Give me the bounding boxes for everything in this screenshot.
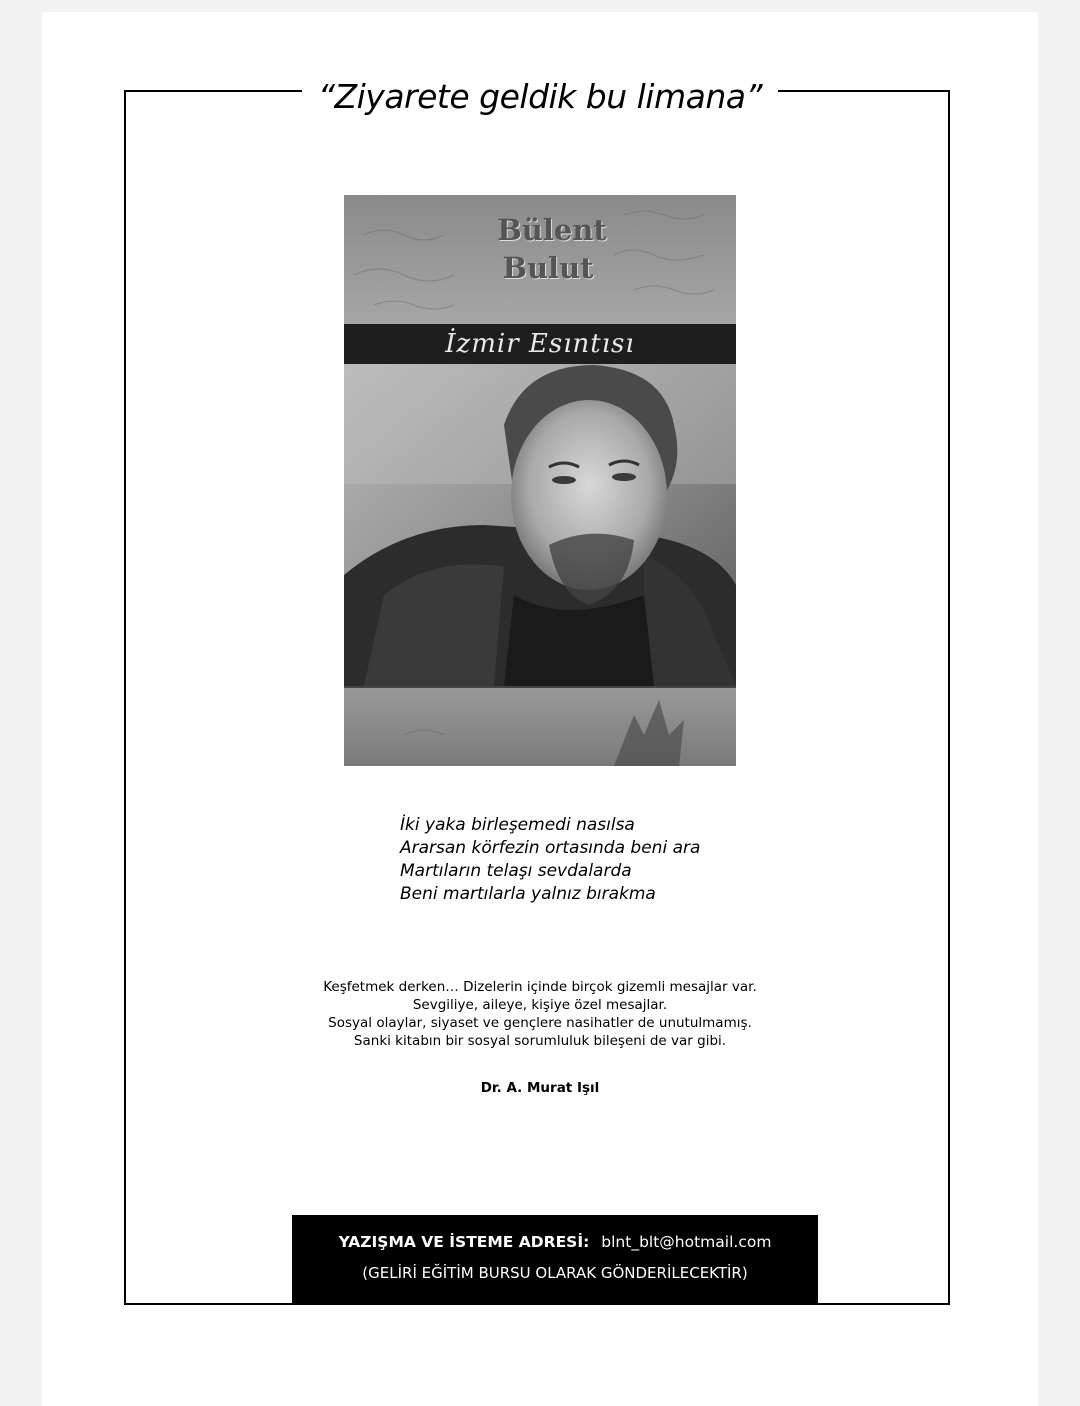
cover-book-title: İzmir Esıntısı [445, 329, 635, 359]
contact-email[interactable]: blnt_blt@hotmail.com [601, 1233, 772, 1251]
review-signature: Dr. A. Murat Işıl [480, 1080, 600, 1096]
contact-label: YAZIŞMA VE İSTEME ADRESİ: [338, 1233, 590, 1251]
cover-author-first-name: Bülent [497, 213, 607, 247]
review-line: Keşfetmek derken… Dizelerin içinde birçok gizemli mesajlar var. [323, 979, 757, 995]
page-title: “Ziyarete geldik bu limana” [302, 74, 778, 120]
contact-note: (GELİRİ EĞİTİM BURSU OLARAK GÖNDERİLECEKTİR) [362, 1264, 748, 1282]
cover-author-last-name: Bulut [502, 251, 594, 285]
poem-line: Ararsan körfezin ortasında beni ara [400, 838, 701, 858]
review-text [260, 978, 820, 1050]
book-cover-image [344, 195, 736, 766]
contact-address-row [292, 1233, 818, 1251]
poem-line: İki yaka birleşemedi nasılsa [400, 815, 635, 835]
contact-box [292, 1215, 818, 1303]
poem-excerpt [400, 814, 700, 906]
poem-line: Martıların telaşı sevdalarda [400, 861, 632, 881]
poem-line: Beni martılarla yalnız bırakma [400, 884, 656, 904]
review-line: Sosyal olaylar, siyaset ve gençlere nasihatler de unutulmamış. [328, 1015, 752, 1031]
review-line: Sevgiliye, aileye, kişiye özel mesajlar. [412, 997, 668, 1013]
review-line: Sanki kitabın bir sosyal sorumluluk bileşeni de var gibi. [353, 1033, 727, 1049]
